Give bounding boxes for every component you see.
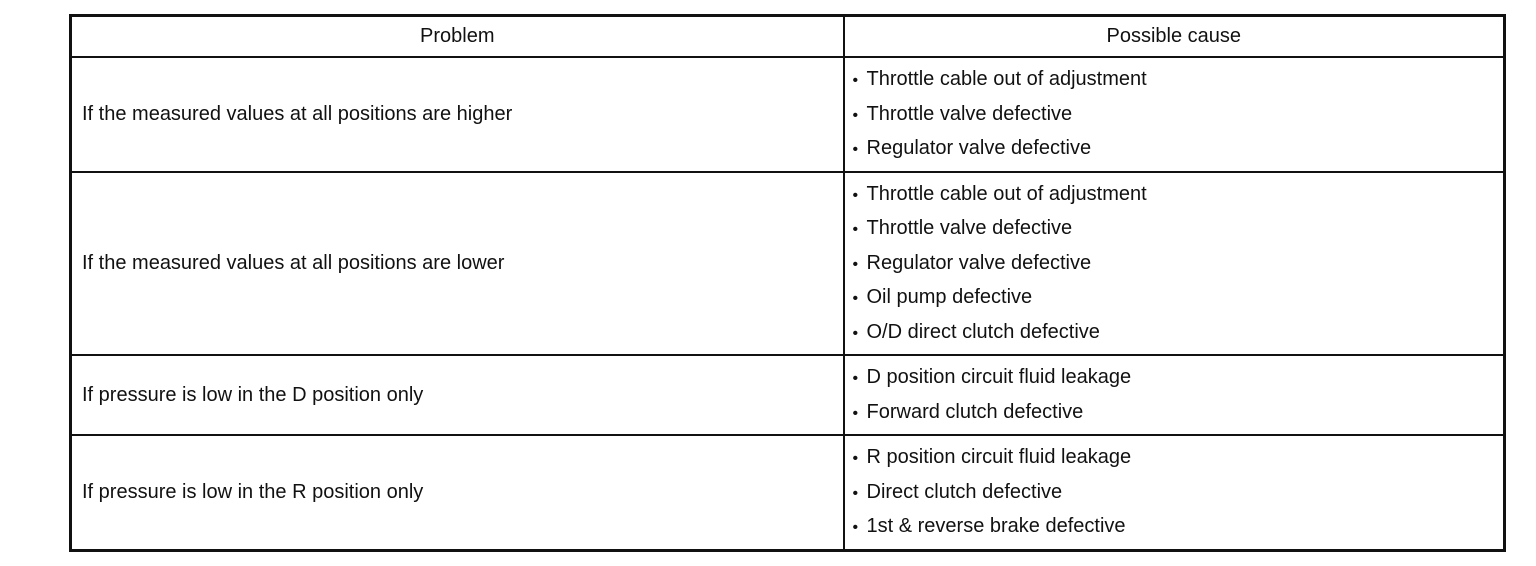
bullet-icon: • [852, 450, 859, 467]
cause-item [853, 63, 1504, 98]
table-row [71, 435, 1505, 550]
cause-text: Regulator valve defective [866, 251, 1092, 274]
cause-text: Throttle valve defective [866, 217, 1073, 239]
bullet-icon: • [852, 106, 859, 124]
problem-cell: If the measured values at all positions are lower [71, 172, 844, 356]
cause-item [853, 396, 1504, 431]
cause-item [853, 510, 1504, 545]
cause-item [853, 178, 1504, 213]
cause-cell [844, 172, 1505, 356]
troubleshooting-table [69, 14, 1506, 552]
bullet-icon: • [852, 484, 859, 502]
problem-cell: If pressure is low in the R position only [71, 435, 844, 550]
cause-list [853, 178, 1504, 351]
cause-item [853, 476, 1504, 511]
table-row [71, 172, 1505, 356]
cause-item [853, 281, 1504, 316]
bullet-icon: • [852, 72, 859, 89]
cause-text: Throttle cable out of adjustment [866, 68, 1147, 90]
cause-text: 1st & reverse brake defective [866, 515, 1126, 537]
header-possible-cause: Possible cause [844, 16, 1505, 58]
cause-list [853, 63, 1504, 167]
cause-list [853, 361, 1504, 430]
cause-item [853, 212, 1504, 247]
cause-text: O/D direct clutch defective [866, 320, 1100, 343]
bullet-icon: • [852, 324, 859, 342]
cause-cell [844, 57, 1505, 172]
bullet-icon: • [852, 370, 859, 387]
header-row [71, 16, 1505, 58]
bullet-icon: • [852, 221, 859, 238]
cause-cell [844, 435, 1505, 550]
cause-cell [844, 355, 1505, 435]
problem-cell: If pressure is low in the D position only [71, 355, 844, 435]
cause-item [853, 98, 1504, 133]
bullet-icon: • [852, 255, 859, 273]
troubleshooting-sheet [69, 14, 1503, 552]
cause-text: Regulator valve defective [866, 137, 1092, 159]
cause-item [853, 361, 1504, 396]
cause-text: Oil pump defective [866, 286, 1033, 308]
cause-item [853, 132, 1504, 167]
problem-cell: If the measured values at all positions are higher [71, 57, 844, 172]
cause-text: Direct clutch defective [866, 480, 1063, 503]
cause-text: Forward clutch defective [866, 400, 1084, 423]
cause-item [853, 441, 1504, 476]
cause-list [853, 441, 1504, 545]
table-row [71, 355, 1505, 435]
bullet-icon: • [852, 519, 859, 536]
cause-item [853, 247, 1504, 282]
bullet-icon: • [852, 290, 859, 307]
cause-text: Throttle valve defective [866, 102, 1073, 125]
table-row [71, 57, 1505, 172]
bullet-icon: • [852, 141, 859, 158]
cause-text: D position circuit fluid leakage [866, 366, 1132, 388]
cause-text: Throttle cable out of adjustment [866, 182, 1147, 205]
cause-item [853, 316, 1504, 351]
bullet-icon: • [852, 186, 859, 204]
cause-text: R position circuit fluid leakage [866, 446, 1132, 468]
header-problem: Problem [71, 16, 844, 58]
bullet-icon: • [852, 404, 859, 422]
